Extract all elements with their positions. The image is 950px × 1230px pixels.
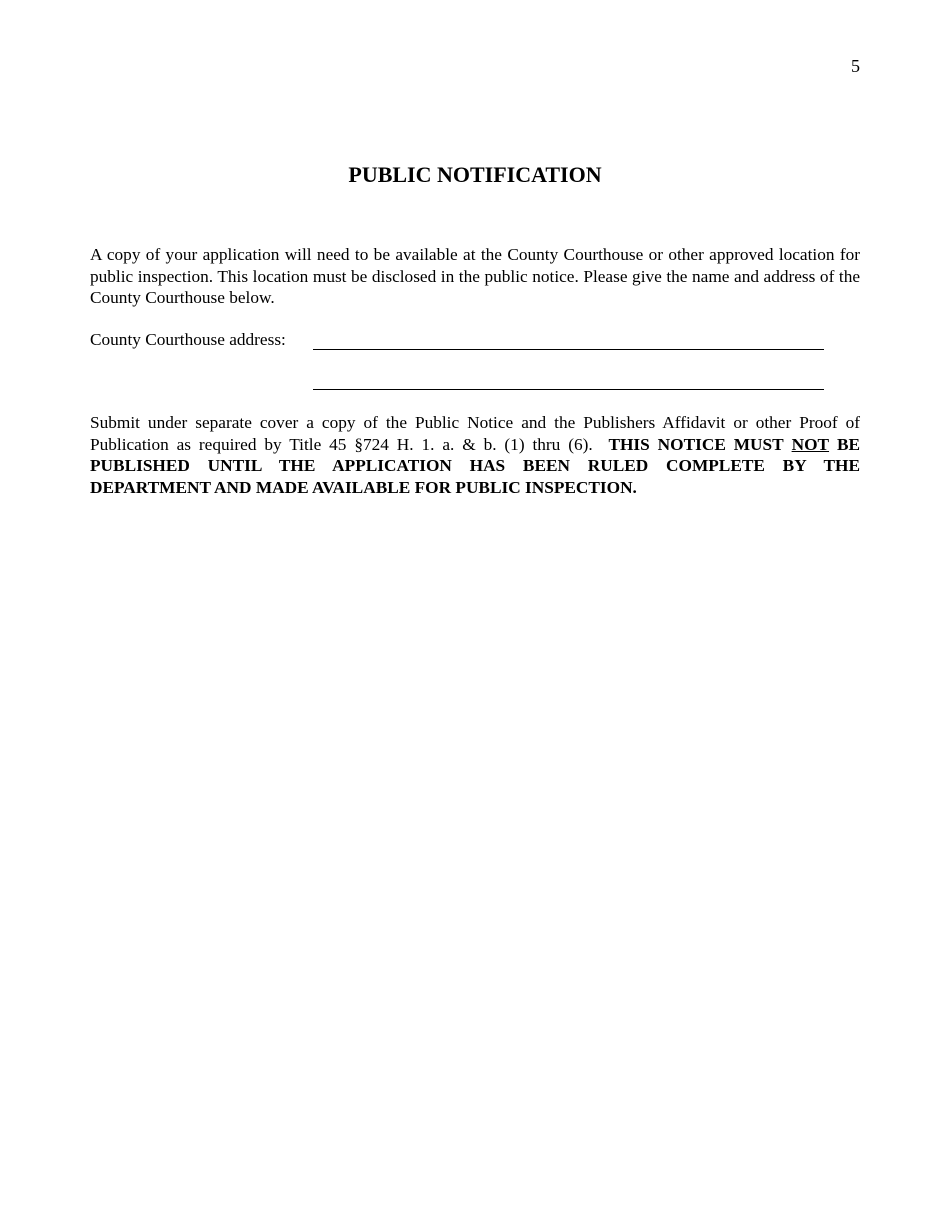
submit-instructions-paragraph <box>90 412 860 498</box>
notice-warning-bold-end: BE PUBLISHED UNTIL THE APPLICATION HAS BEEN RULED COMPLETE BY THE DEPARTMENT AND MADE AVAILABLE FOR PUBLIC INSPECTION. <box>90 434 861 497</box>
notice-warning-not-underlined: NOT <box>791 434 830 454</box>
courthouse-address-line-1[interactable] <box>313 349 824 350</box>
courthouse-address-line-2[interactable] <box>313 389 824 390</box>
submit-instructions-text: Submit under separate cover a copy of the Public Notice and the Publishers Affidavit or other Proof of Publication as required by Title 45 §724 H. 1. a. & b. (1) thru (6). <box>90 413 860 454</box>
page-number: 5 <box>851 56 860 76</box>
intro-paragraph: A copy of your application will need to be available at the County Courthouse or other approved location for public inspection. This location must be disclosed in the public notice. Please give the name and address of the County Courthouse below. <box>90 245 860 308</box>
courthouse-address-label: County Courthouse address: <box>90 330 286 349</box>
page-title: PUBLIC NOTIFICATION <box>348 162 602 187</box>
notice-warning-bold-start: THIS NOTICE MUST <box>608 434 784 454</box>
